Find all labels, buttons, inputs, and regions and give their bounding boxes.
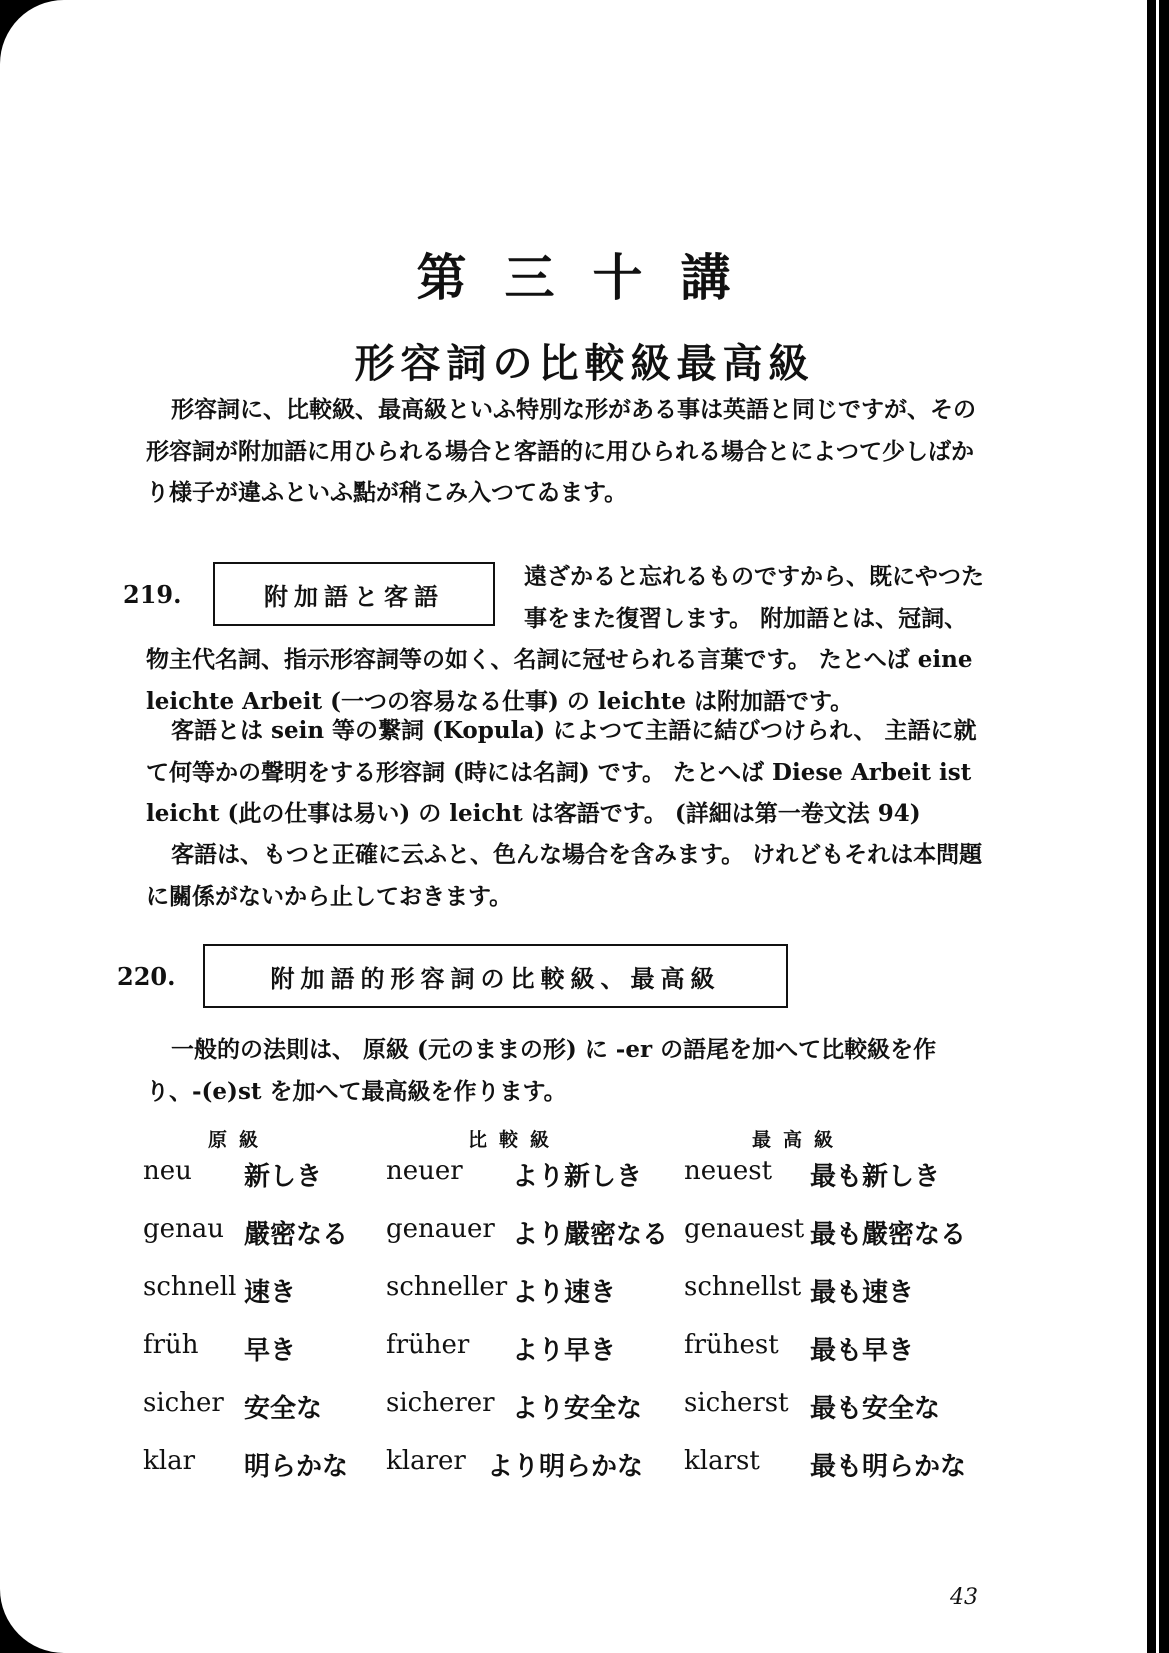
comparative-form: sicherer — [386, 1388, 495, 1418]
comparative-form: klarer — [386, 1446, 466, 1476]
comparative-meaning: より新しき — [512, 1162, 643, 1192]
chapter-subtitle: 形容詞の比較級最高級 — [354, 340, 815, 387]
comparative-meaning: より安全な — [512, 1394, 643, 1424]
header-positive: 原級 — [208, 1129, 271, 1151]
positive-meaning: 早き — [244, 1336, 297, 1366]
positive-meaning: 明らかな — [244, 1452, 349, 1482]
positive-meaning: 嚴密なる — [244, 1220, 349, 1250]
superlative-meaning: 最も安全な — [810, 1394, 941, 1424]
section-219-paragraph-1: 遠ざかると忘れるものですから、既にやつた事をまた復習します。 附加語とは、冠詞、物主代名詞、指示形容詞等の如く、名詞に冠せられる言葉です。 たとへば eine leichte Arbeit (一つの容易なる仕事) の leichte は附加語です。 — [146, 556, 986, 722]
chapter-title: 第三十講 — [416, 248, 769, 307]
comparative-form: neuer — [386, 1156, 463, 1186]
section-220-paragraph: 一般的の法則は、 原級 (元のままの形) に -er の語尾を加へて比較級を作り、-(e)st を加へて最高級を作ります。 — [146, 1036, 937, 1105]
superlative-form: frühest — [684, 1330, 779, 1360]
page-number: 43 — [950, 1585, 978, 1610]
positive-meaning: 新しき — [244, 1162, 323, 1192]
section-220-heading: 附加語的形容詞の比較級、最高級 — [270, 963, 721, 993]
superlative-form: sicherst — [684, 1388, 789, 1418]
superlative-meaning: 最も新しき — [810, 1162, 941, 1192]
comparative-form: genauer — [386, 1214, 495, 1244]
section-220-heading-box — [203, 944, 788, 1008]
positive-meaning: 速き — [244, 1278, 297, 1308]
superlative-meaning: 最も嚴密なる — [810, 1220, 967, 1250]
comparative-form: früher — [386, 1330, 470, 1360]
comparative-form: schneller — [386, 1272, 508, 1302]
superlative-form: klarst — [684, 1446, 760, 1476]
heading-float-spacer — [146, 556, 524, 636]
positive-form: neu — [143, 1156, 192, 1186]
positive-form: früh — [143, 1330, 199, 1360]
comparative-meaning: より速き — [512, 1278, 617, 1308]
comparative-meaning: より明らかな — [487, 1452, 644, 1482]
header-superlative: 最高級 — [752, 1129, 846, 1151]
superlative-form: schnellst — [684, 1272, 802, 1302]
positive-form: klar — [143, 1446, 195, 1476]
positive-form: genau — [143, 1214, 225, 1244]
page-edge-line — [1156, 0, 1159, 1653]
superlative-meaning: 最も明らかな — [810, 1452, 967, 1482]
section-219-paragraph-3: 客語は、もつと正確に云ふと、色んな場合を含みます。 けれどもそれは本問題に關係がないから止しておきます。 — [146, 841, 983, 910]
superlative-form: neuest — [684, 1156, 773, 1186]
comparative-meaning: より早き — [512, 1336, 617, 1366]
intro-paragraph: 形容詞に、比較級、最高級といふ特別な形がある事は英語と同じですが、その形容詞が附加語に用ひられる場合と客語的に用ひられる場合とによつて少しばかり様子が違ふといふ點が稍こみ入つてゐます。 — [146, 396, 976, 506]
superlative-form: genauest — [684, 1214, 805, 1244]
header-comparative: 比較級 — [468, 1129, 562, 1151]
section-219-paragraph-2: 客語とは sein 等の繋詞 (Kopula) によつて主語に結びつけられ、 主語に就て何等かの聲明をする形容詞 (時には名詞) です。 たとへば Diese Arbeit ist leicht (此の仕事は易い) の leicht は客語です。 (詳細は第一卷文法 94) — [146, 717, 977, 827]
positive-form: schnell — [143, 1272, 237, 1302]
section-220-number: 220. — [117, 962, 176, 991]
positive-form: sicher — [143, 1388, 224, 1418]
section-219-heading: 附加語と客語 — [264, 581, 444, 611]
positive-meaning: 安全な — [244, 1394, 323, 1424]
superlative-meaning: 最も早き — [810, 1336, 915, 1366]
comparative-meaning: より嚴密なる — [512, 1220, 669, 1250]
section-219-number: 219. — [123, 580, 182, 609]
superlative-meaning: 最も速き — [810, 1278, 915, 1308]
